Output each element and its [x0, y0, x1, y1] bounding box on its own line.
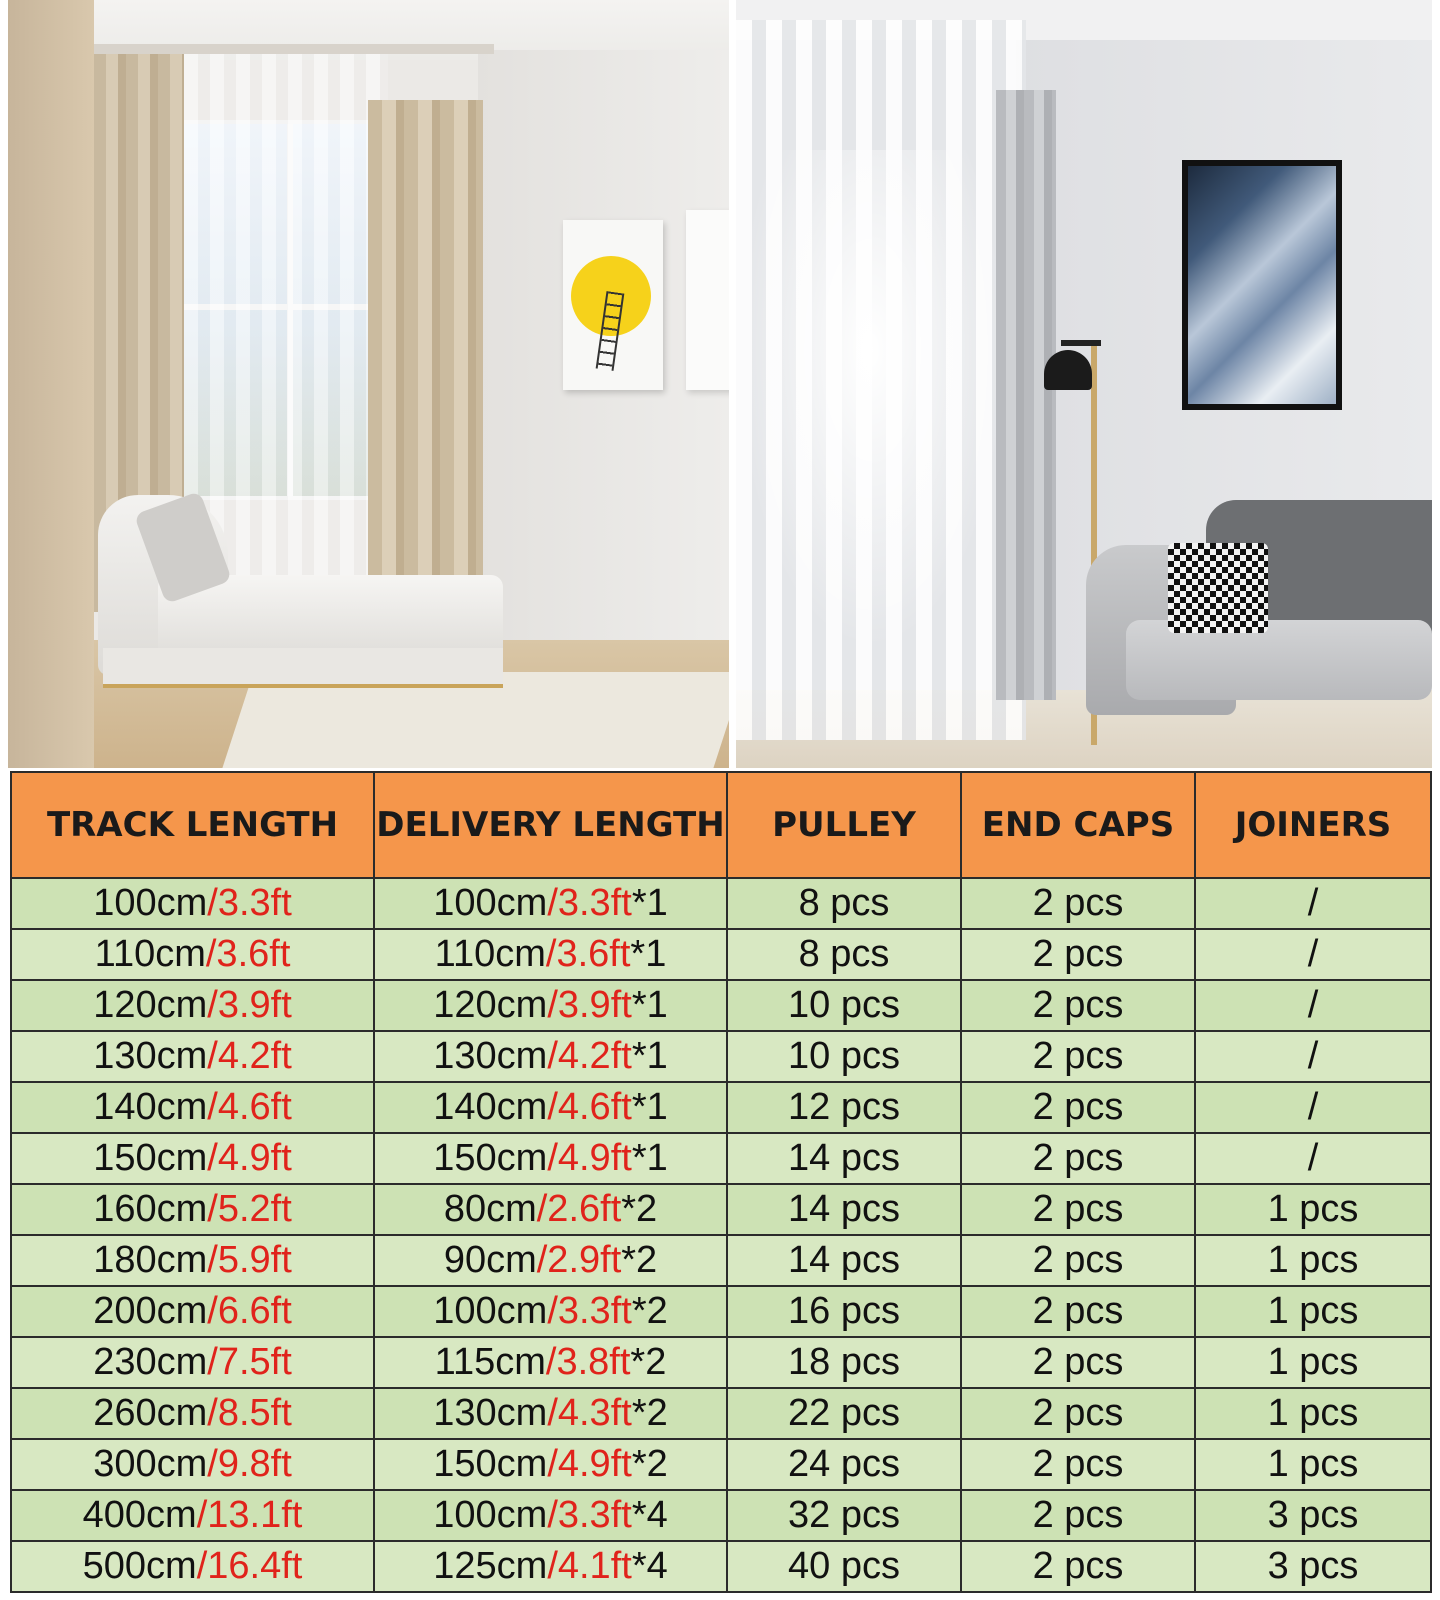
table-row — [11, 1439, 1431, 1490]
track-length-cm: 130cm — [93, 1035, 208, 1077]
cell-pulley: 14 pcs — [727, 1184, 961, 1235]
track-length-cm: 260cm — [93, 1392, 208, 1434]
delivery-quantity: *1 — [631, 1137, 668, 1179]
delivery-length-cm: 90cm — [443, 1239, 537, 1281]
cell-end-caps: 2 pcs — [961, 1388, 1195, 1439]
cell-joiners: / — [1195, 929, 1431, 980]
track-length-ft: /3.6ft — [205, 933, 291, 975]
beige-curtain-right — [368, 100, 483, 640]
track-length-ft: /5.2ft — [207, 1188, 292, 1230]
cell-track-length — [11, 1337, 374, 1388]
cell-joiners: / — [1195, 1031, 1431, 1082]
table-row — [11, 1235, 1431, 1286]
cell-delivery-length — [374, 1286, 727, 1337]
delivery-length-cm: 120cm — [433, 984, 548, 1026]
cell-track-length — [11, 878, 374, 929]
header-pulley: PULLEY — [727, 772, 961, 878]
wall-art — [686, 210, 729, 390]
track-length-ft: /4.9ft — [207, 1137, 292, 1179]
cell-pulley: 14 pcs — [727, 1235, 961, 1286]
houndstooth-pillow — [1168, 543, 1268, 633]
cell-joiners: 1 pcs — [1195, 1439, 1431, 1490]
track-length-ft: /16.4ft — [196, 1545, 303, 1587]
cell-delivery-length — [374, 929, 727, 980]
room-photo-beige-curtains — [8, 0, 729, 768]
cell-end-caps: 2 pcs — [961, 1490, 1195, 1541]
cell-track-length — [11, 1286, 374, 1337]
size-spec-table — [10, 771, 1432, 1593]
cell-track-length — [11, 1133, 374, 1184]
header-joiners: JOINERS — [1195, 772, 1431, 878]
product-photos — [0, 0, 1440, 770]
delivery-length-cm: 130cm — [433, 1035, 548, 1077]
track-length-cm: 180cm — [93, 1239, 208, 1281]
table-row — [11, 1082, 1431, 1133]
cell-delivery-length — [374, 980, 727, 1031]
cell-delivery-length — [374, 1133, 727, 1184]
cell-track-length — [11, 1031, 374, 1082]
cell-end-caps: 2 pcs — [961, 980, 1195, 1031]
delivery-length-ft: /2.9ft — [536, 1239, 622, 1281]
cell-track-length — [11, 1184, 374, 1235]
floor-lamp-arm — [1061, 340, 1101, 346]
cell-joiners: / — [1195, 878, 1431, 929]
delivery-quantity: *2 — [631, 1392, 668, 1434]
cell-delivery-length — [374, 1337, 727, 1388]
delivery-quantity: *1 — [631, 984, 668, 1026]
cell-delivery-length — [374, 1031, 727, 1082]
window-light — [736, 150, 1006, 650]
cell-joiners: 3 pcs — [1195, 1541, 1431, 1592]
cell-track-length — [11, 1388, 374, 1439]
cell-delivery-length — [374, 1235, 727, 1286]
cell-joiners: / — [1195, 980, 1431, 1031]
delivery-length-cm: 100cm — [433, 882, 548, 924]
delivery-length-cm: 140cm — [433, 1086, 548, 1128]
delivery-length-cm: 150cm — [433, 1443, 548, 1485]
track-length-ft: /3.3ft — [207, 882, 292, 924]
table-row — [11, 929, 1431, 980]
cell-joiners: 1 pcs — [1195, 1235, 1431, 1286]
cell-pulley: 8 pcs — [727, 878, 961, 929]
cell-track-length — [11, 1541, 374, 1592]
cell-delivery-length — [374, 1388, 727, 1439]
delivery-length-ft: /4.1ft — [547, 1545, 632, 1587]
track-length-ft: /5.9ft — [207, 1239, 292, 1281]
room-photo-grey-curtains — [736, 0, 1432, 768]
cell-track-length — [11, 1082, 374, 1133]
cell-joiners: 1 pcs — [1195, 1337, 1431, 1388]
cell-joiners: 1 pcs — [1195, 1388, 1431, 1439]
delivery-quantity: *1 — [630, 933, 667, 975]
track-length-ft: /4.6ft — [207, 1086, 292, 1128]
track-length-ft: /3.9ft — [207, 984, 292, 1026]
delivery-length-cm: 80cm — [443, 1188, 537, 1230]
cell-delivery-length — [374, 1490, 727, 1541]
cell-joiners: 3 pcs — [1195, 1490, 1431, 1541]
delivery-length-ft: /2.6ft — [536, 1188, 622, 1230]
cell-pulley: 24 pcs — [727, 1439, 961, 1490]
cell-end-caps: 2 pcs — [961, 1541, 1195, 1592]
cell-delivery-length — [374, 1184, 727, 1235]
delivery-quantity: *2 — [621, 1239, 658, 1281]
delivery-quantity: *2 — [631, 1290, 668, 1332]
delivery-length-ft: /4.3ft — [547, 1392, 632, 1434]
delivery-quantity: *4 — [631, 1494, 668, 1536]
cell-pulley: 14 pcs — [727, 1133, 961, 1184]
wall-art-sun — [563, 220, 663, 390]
delivery-length-ft: /4.9ft — [547, 1443, 632, 1485]
delivery-quantity: *2 — [631, 1443, 668, 1485]
track-length-ft: /8.5ft — [207, 1392, 292, 1434]
cell-track-length — [11, 1439, 374, 1490]
cell-pulley: 22 pcs — [727, 1388, 961, 1439]
delivery-length-ft: /4.6ft — [547, 1086, 632, 1128]
delivery-length-cm: 100cm — [433, 1494, 548, 1536]
grey-curtain — [996, 90, 1056, 700]
cell-end-caps: 2 pcs — [961, 1286, 1195, 1337]
table-header-row — [11, 772, 1431, 878]
track-length-cm: 200cm — [93, 1290, 208, 1332]
cell-end-caps: 2 pcs — [961, 929, 1195, 980]
delivery-quantity: *4 — [631, 1545, 668, 1587]
table-row — [11, 1337, 1431, 1388]
track-length-ft: /13.1ft — [196, 1494, 303, 1536]
cell-track-length — [11, 929, 374, 980]
cell-end-caps: 2 pcs — [961, 1031, 1195, 1082]
table-row — [11, 1541, 1431, 1592]
delivery-length-ft: /3.6ft — [545, 933, 631, 975]
delivery-length-ft: /3.3ft — [547, 1290, 632, 1332]
wall-edge — [8, 0, 94, 768]
delivery-length-cm: 115cm — [434, 1341, 546, 1383]
track-length-cm: 120cm — [93, 984, 208, 1026]
table-row — [11, 1286, 1431, 1337]
cell-pulley: 18 pcs — [727, 1337, 961, 1388]
track-length-cm: 160cm — [93, 1188, 208, 1230]
track-length-cm: 100cm — [93, 882, 208, 924]
delivery-length-ft: /3.3ft — [547, 1494, 632, 1536]
cell-joiners: 1 pcs — [1195, 1184, 1431, 1235]
table-row — [11, 1490, 1431, 1541]
table-row — [11, 1133, 1431, 1184]
chaise-base — [103, 648, 503, 688]
table-body — [11, 878, 1431, 1592]
delivery-length-ft: /3.3ft — [547, 882, 632, 924]
track-length-cm: 150cm — [93, 1137, 208, 1179]
cell-end-caps: 2 pcs — [961, 878, 1195, 929]
delivery-length-cm: 100cm — [433, 1290, 548, 1332]
cell-delivery-length — [374, 1541, 727, 1592]
cell-pulley: 10 pcs — [727, 980, 961, 1031]
cell-track-length — [11, 1490, 374, 1541]
header-track-length: TRACK LENGTH — [11, 772, 374, 878]
cell-end-caps: 2 pcs — [961, 1184, 1195, 1235]
table-row — [11, 878, 1431, 929]
cell-pulley: 10 pcs — [727, 1031, 961, 1082]
cell-track-length — [11, 1235, 374, 1286]
delivery-quantity: *1 — [631, 1086, 668, 1128]
cell-pulley: 16 pcs — [727, 1286, 961, 1337]
table-row — [11, 1184, 1431, 1235]
track-length-ft: /6.6ft — [207, 1290, 292, 1332]
cell-end-caps: 2 pcs — [961, 1439, 1195, 1490]
cell-delivery-length — [374, 1439, 727, 1490]
delivery-length-cm: 150cm — [433, 1137, 548, 1179]
cell-delivery-length — [374, 878, 727, 929]
delivery-quantity: *2 — [621, 1188, 658, 1230]
cell-end-caps: 2 pcs — [961, 1235, 1195, 1286]
header-end-caps: END CAPS — [961, 772, 1195, 878]
cell-pulley: 32 pcs — [727, 1490, 961, 1541]
track-length-cm: 110cm — [94, 933, 206, 975]
cell-end-caps: 2 pcs — [961, 1133, 1195, 1184]
table-row — [11, 980, 1431, 1031]
delivery-quantity: *2 — [630, 1341, 667, 1383]
delivery-quantity: *1 — [631, 882, 668, 924]
table-row — [11, 1031, 1431, 1082]
delivery-length-ft: /3.9ft — [547, 984, 632, 1026]
cell-delivery-length — [374, 1082, 727, 1133]
delivery-length-cm: 130cm — [433, 1392, 548, 1434]
delivery-length-cm: 110cm — [434, 933, 546, 975]
header-delivery-length: DELIVERY LENGTH — [374, 772, 727, 878]
cell-end-caps: 2 pcs — [961, 1082, 1195, 1133]
cell-end-caps: 2 pcs — [961, 1337, 1195, 1388]
cell-joiners: 1 pcs — [1195, 1286, 1431, 1337]
track-length-cm: 300cm — [93, 1443, 208, 1485]
track-length-cm: 230cm — [93, 1341, 208, 1383]
delivery-length-ft: /3.8ft — [545, 1341, 631, 1383]
delivery-length-ft: /4.9ft — [547, 1137, 632, 1179]
delivery-length-ft: /4.2ft — [547, 1035, 632, 1077]
cell-track-length — [11, 980, 374, 1031]
track-length-ft: /4.2ft — [207, 1035, 292, 1077]
track-length-cm: 500cm — [82, 1545, 197, 1587]
floor-lamp-shade — [1044, 350, 1092, 390]
table-row — [11, 1388, 1431, 1439]
cell-joiners: / — [1195, 1133, 1431, 1184]
track-length-cm: 140cm — [93, 1086, 208, 1128]
cell-pulley: 40 pcs — [727, 1541, 961, 1592]
track-length-ft: /7.5ft — [207, 1341, 292, 1383]
track-length-ft: /9.8ft — [207, 1443, 292, 1485]
cell-joiners: / — [1195, 1082, 1431, 1133]
delivery-length-cm: 125cm — [433, 1545, 548, 1587]
abstract-painting — [1182, 160, 1342, 410]
cell-pulley: 12 pcs — [727, 1082, 961, 1133]
delivery-quantity: *1 — [631, 1035, 668, 1077]
curtain-track — [94, 44, 494, 54]
track-length-cm: 400cm — [82, 1494, 197, 1536]
cell-pulley: 8 pcs — [727, 929, 961, 980]
